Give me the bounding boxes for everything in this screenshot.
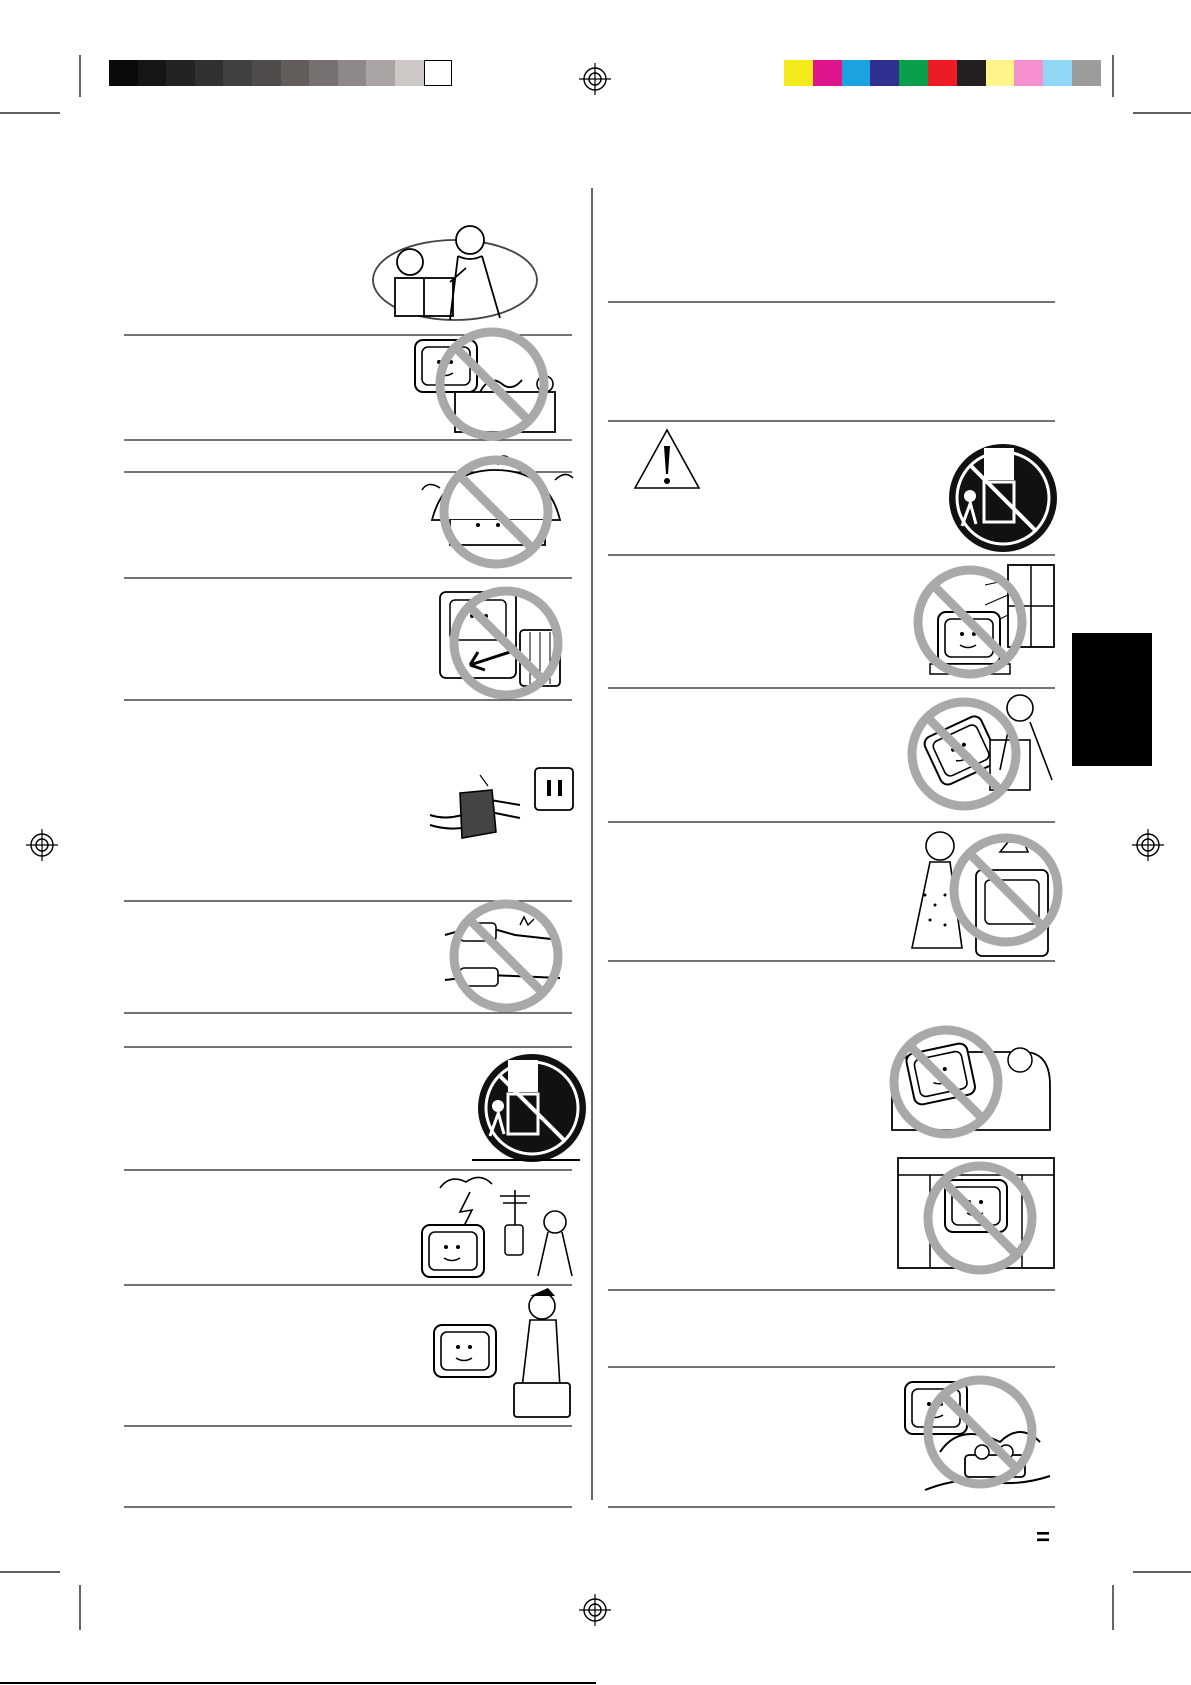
no-objects-on-top-illustration — [912, 832, 1058, 956]
registration-crosshair-right — [1132, 829, 1164, 861]
lightning-antenna-illustration — [422, 1177, 572, 1277]
no-sunlight-illustration — [918, 565, 1054, 674]
registration-crosshair-bottom — [579, 1594, 611, 1626]
service-technician-illustration — [434, 1288, 570, 1417]
page-number-mark: = — [1036, 1524, 1051, 1551]
damaged-cord-illustration — [445, 904, 560, 1008]
ventilation-enclosure-illustration — [898, 1158, 1054, 1270]
bottom-trim-line — [0, 1682, 596, 1684]
caution-cart-illustration — [949, 444, 1057, 552]
registration-crosshair-left — [26, 829, 58, 861]
exclamation-triangle-icon — [635, 430, 699, 488]
section-thumb-tab — [1072, 633, 1152, 766]
no-water-illustration — [415, 332, 555, 436]
no-heat-source-illustration — [440, 591, 560, 695]
no-overloaded-outlet-illustration — [905, 1380, 1050, 1490]
no-unstable-placement-illustration — [912, 695, 1052, 806]
ventilation-sofa-illustration — [892, 1030, 1050, 1134]
registration-crosshair-top — [579, 63, 611, 95]
read-instructions-illustration — [373, 226, 537, 320]
cart-warning-illustration — [472, 1054, 586, 1162]
polarized-plug-illustration — [430, 768, 573, 838]
